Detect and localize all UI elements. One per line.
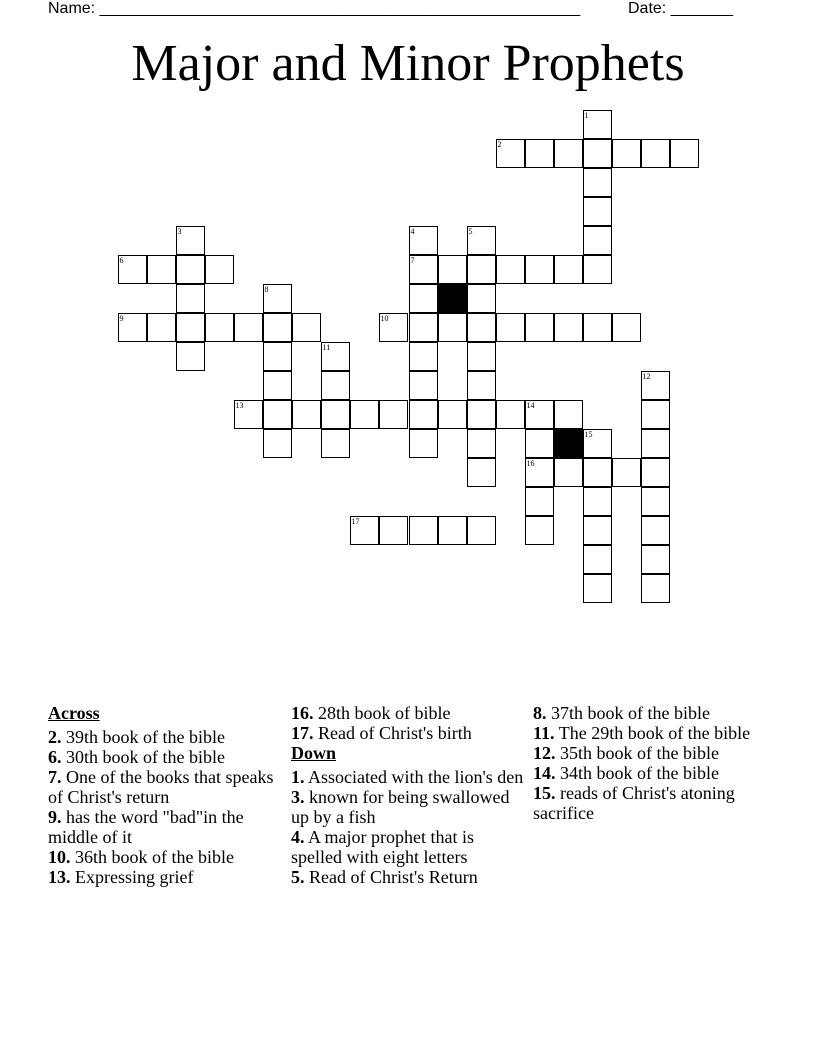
crossword-cell[interactable] <box>438 313 467 342</box>
crossword-cell[interactable] <box>118 313 147 342</box>
date-field[interactable]: Date: _______ <box>628 0 733 17</box>
crossword-cell[interactable] <box>583 516 612 545</box>
crossword-cell[interactable] <box>583 487 612 516</box>
crossword-cell[interactable] <box>409 255 438 284</box>
crossword-cell[interactable] <box>583 197 612 226</box>
clue-column-2 <box>291 703 526 887</box>
crossword-cell[interactable] <box>292 400 321 429</box>
crossword-cell[interactable] <box>263 429 292 458</box>
crossword-cell[interactable] <box>438 516 467 545</box>
crossword-cell[interactable] <box>467 226 496 255</box>
clue-across-2: 2. 39th book of the bible <box>48 727 225 747</box>
crossword-cell[interactable] <box>612 139 641 168</box>
page-title: Major and Minor Prophets <box>131 35 685 92</box>
crossword-cell[interactable] <box>467 313 496 342</box>
crossword-cell[interactable] <box>525 516 554 545</box>
crossword-cell[interactable] <box>409 429 438 458</box>
crossword-cell[interactable] <box>525 400 554 429</box>
crossword-cell[interactable] <box>292 313 321 342</box>
crossword-cell[interactable] <box>554 255 583 284</box>
clue-across-17: 17. Read of Christ's birth <box>291 723 472 743</box>
crossword-cell[interactable] <box>583 226 612 255</box>
crossword-cell[interactable] <box>176 284 205 313</box>
clue-across-16: 16. 28th book of bible <box>291 703 451 723</box>
crossword-cell[interactable] <box>525 429 554 458</box>
crossword-cell[interactable] <box>641 574 670 603</box>
crossword-cell[interactable] <box>525 487 554 516</box>
crossword-cell[interactable] <box>409 284 438 313</box>
crossword-cell[interactable] <box>583 429 612 458</box>
crossword-cell[interactable] <box>263 313 292 342</box>
clue-down-11: 11. The 29th book of the bible <box>533 723 751 743</box>
crossword-cell[interactable] <box>409 371 438 400</box>
crossword-cell[interactable] <box>438 400 467 429</box>
clue-across-7: 7. One of the books that speaks of Christ's return <box>48 767 274 807</box>
crossword-cell[interactable] <box>176 313 205 342</box>
crossword-cell[interactable] <box>554 313 583 342</box>
crossword-cell[interactable] <box>467 458 496 487</box>
clue-down-3: 3. known for being swallowed up by a fish <box>291 787 510 827</box>
crossword-cell[interactable] <box>176 226 205 255</box>
clue-number: 17 <box>351 516 360 526</box>
crossword-cell[interactable] <box>583 110 612 139</box>
crossword-cell[interactable] <box>176 342 205 371</box>
clue-across-10: 10. 36th book of the bible <box>48 847 234 867</box>
clue-down-15: 15. reads of Christ's atoning sacrifice <box>533 783 735 823</box>
crossword-cell[interactable] <box>118 255 147 284</box>
clue-down-5: 5. Read of Christ's Return <box>291 867 478 887</box>
crossword-black-cell <box>438 284 467 313</box>
crossword-cell[interactable] <box>525 313 554 342</box>
crossword-cell[interactable] <box>350 516 379 545</box>
crossword-cell[interactable] <box>554 400 583 429</box>
crossword-cell[interactable] <box>612 458 641 487</box>
clue-down-1: 1. Associated with the lion's den <box>291 767 524 787</box>
crossword-cell[interactable] <box>147 313 176 342</box>
clue-column-1 <box>48 703 283 887</box>
crossword-cell[interactable] <box>467 516 496 545</box>
crossword-cell[interactable] <box>641 400 670 429</box>
crossword-black-cell <box>554 429 583 458</box>
clue-number: 10 <box>380 313 389 323</box>
crossword-cell[interactable] <box>554 458 583 487</box>
crossword-cell[interactable] <box>467 371 496 400</box>
clue-down-8: 8. 37th book of the bible <box>533 703 710 723</box>
clue-number: 13 <box>235 400 244 410</box>
clue-down-12: 12. 35th book of the bible <box>533 743 719 763</box>
crossword-cell[interactable] <box>467 400 496 429</box>
crossword-cell[interactable] <box>263 284 292 313</box>
crossword-cell[interactable] <box>409 313 438 342</box>
crossword-cell[interactable] <box>205 255 234 284</box>
crossword-cell[interactable] <box>409 342 438 371</box>
crossword-cell[interactable] <box>583 255 612 284</box>
crossword-cell[interactable] <box>583 139 612 168</box>
crossword-cell[interactable] <box>641 139 670 168</box>
crossword-cell[interactable] <box>525 139 554 168</box>
clue-across-6: 6. 30th book of the bible <box>48 747 225 767</box>
crossword-cell[interactable] <box>641 487 670 516</box>
crossword-cell[interactable] <box>496 255 525 284</box>
crossword-cell[interactable] <box>467 255 496 284</box>
crossword-cell[interactable] <box>496 400 525 429</box>
clue-across-9: 9. has the word "bad"in the middle of it <box>48 807 244 847</box>
clue-down-4: 4. A major prophet that is spelled with eight letters <box>291 827 474 867</box>
crossword-cell[interactable] <box>612 313 641 342</box>
clue-number: 6 <box>119 255 124 265</box>
crossword-cell[interactable] <box>409 400 438 429</box>
clue-number: 12 <box>642 371 651 381</box>
crossword-cell[interactable] <box>321 371 350 400</box>
clue-number: 8 <box>264 284 269 294</box>
down-heading: Down <box>291 743 337 763</box>
crossword-cell[interactable] <box>263 400 292 429</box>
crossword-cell[interactable] <box>321 429 350 458</box>
crossword-cell[interactable] <box>583 574 612 603</box>
clue-number: 14 <box>526 400 535 410</box>
clue-number: 3 <box>177 226 182 236</box>
crossword-cell[interactable] <box>496 139 525 168</box>
crossword-cell[interactable] <box>641 458 670 487</box>
crossword-cell[interactable] <box>147 255 176 284</box>
crossword-cell[interactable] <box>467 342 496 371</box>
clue-number: 2 <box>497 139 502 149</box>
crossword-cell[interactable] <box>525 458 554 487</box>
crossword-cell[interactable] <box>234 400 263 429</box>
clue-number: 11 <box>322 342 331 352</box>
crossword-cell[interactable] <box>409 516 438 545</box>
crossword-cell[interactable] <box>525 255 554 284</box>
clue-number: 7 <box>410 255 415 265</box>
crossword-cell[interactable] <box>467 429 496 458</box>
crossword-cell[interactable] <box>583 168 612 197</box>
clue-number: 4 <box>410 226 415 236</box>
crossword-cell[interactable] <box>438 255 467 284</box>
crossword-cell[interactable] <box>641 516 670 545</box>
clue-down-14: 14. 34th book of the bible <box>533 763 719 783</box>
crossword-cell[interactable] <box>583 313 612 342</box>
crossword-cell[interactable] <box>379 313 408 342</box>
crossword-cell[interactable] <box>379 516 408 545</box>
crossword-cell[interactable] <box>467 284 496 313</box>
crossword-cell[interactable] <box>641 371 670 400</box>
crossword-cell[interactable] <box>670 139 699 168</box>
clue-number: 16 <box>526 458 535 468</box>
crossword-cell[interactable] <box>176 255 205 284</box>
clue-number: 1 <box>584 110 589 120</box>
clue-column-3 <box>533 703 753 823</box>
crossword-cell[interactable] <box>205 313 234 342</box>
crossword-cell[interactable] <box>583 458 612 487</box>
across-heading: Across <box>48 703 100 723</box>
crossword-cell[interactable] <box>583 545 612 574</box>
crossword-cell[interactable] <box>379 400 408 429</box>
crossword-cell[interactable] <box>321 400 350 429</box>
clue-across-13: 13. Expressing grief <box>48 867 194 887</box>
crossword-cell[interactable] <box>641 545 670 574</box>
crossword-cell[interactable] <box>263 371 292 400</box>
clue-number: 9 <box>119 313 124 323</box>
crossword-cell[interactable] <box>496 313 525 342</box>
crossword-cell[interactable] <box>234 313 263 342</box>
crossword-cell[interactable] <box>409 226 438 255</box>
clue-number: 5 <box>468 226 473 236</box>
crossword-cell[interactable] <box>641 429 670 458</box>
crossword-cell[interactable] <box>321 342 350 371</box>
name-field[interactable]: Name: ______________________________________________________ <box>48 0 581 17</box>
crossword-cell[interactable] <box>350 400 379 429</box>
clue-number: 15 <box>584 429 593 439</box>
crossword-cell[interactable] <box>263 342 292 371</box>
crossword-cell[interactable] <box>554 139 583 168</box>
